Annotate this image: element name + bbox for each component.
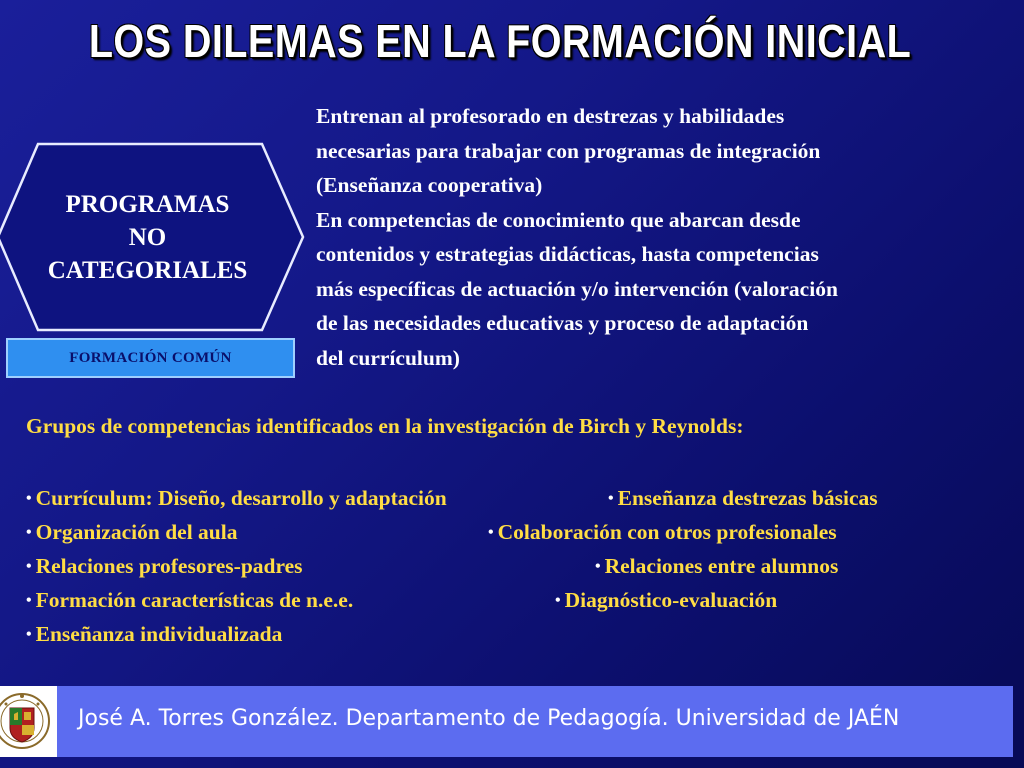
bullet-icon: •	[595, 558, 601, 575]
list-item	[555, 588, 777, 613]
description-line: contenidos y estrategias didácticas, hasta competencias	[316, 242, 819, 266]
bullet-icon: •	[26, 592, 32, 609]
list-item-label: Enseñanza destrezas básicas	[617, 486, 878, 510]
university-seal-icon	[0, 686, 57, 757]
description-line: de las necesidades educativas y proceso de adaptación	[316, 311, 809, 335]
list-item	[26, 588, 353, 613]
competencies-list	[0, 480, 1024, 655]
list-item	[26, 622, 282, 647]
list-item	[608, 486, 878, 511]
list-item-label: Colaboración con otros profesionales	[497, 520, 837, 544]
bullet-icon: •	[26, 558, 32, 575]
description-block	[316, 99, 1016, 375]
bullet-icon: •	[555, 592, 561, 609]
description-line: del currículum)	[316, 345, 460, 370]
bullet-icon: •	[608, 490, 614, 507]
bullet-icon: •	[26, 626, 32, 643]
description-line: más específicas de actuación y/o intervención (valoración	[316, 276, 838, 301]
list-item-label: Relaciones entre alumnos	[604, 554, 839, 578]
programas-hexagon	[0, 142, 305, 332]
footer-bar	[0, 686, 1013, 757]
seal-graphic	[0, 686, 57, 757]
description-line: Entrenan al profesorado en destrezas y habilidades	[316, 104, 785, 128]
footer-credit: José A. Torres González. Departamento de Pedagogía. Universidad de JAÉN	[78, 706, 900, 731]
hexagon-line-2: NO	[128, 223, 167, 251]
list-item-label: Relaciones profesores-padres	[35, 554, 303, 578]
list-item	[26, 554, 303, 579]
bullet-icon: •	[488, 524, 494, 541]
description-line: En competencias de conocimiento que abarcan desde	[316, 207, 801, 232]
bullet-icon: •	[26, 524, 32, 541]
list-item	[595, 554, 838, 579]
slide-title: LOS DILEMAS EN LA FORMACIÓN INICIAL	[88, 15, 912, 67]
list-item-label: Currículum: Diseño, desarrollo y adaptación	[35, 486, 447, 510]
bullet-icon: •	[26, 490, 32, 507]
list-item-label: Organización del aula	[35, 520, 238, 544]
hexagon-line-3: CATEGORIALES	[47, 256, 248, 284]
list-item	[488, 520, 837, 545]
list-item-label: Diagnóstico-evaluación	[564, 588, 778, 612]
list-item-label: Enseñanza individualizada	[35, 622, 283, 646]
list-item	[26, 486, 447, 511]
description-line: necesarias para trabajar con programas de integración	[316, 138, 821, 163]
groups-title: Grupos de competencias identificados en la investigación de Birch y Reynolds:	[26, 414, 744, 438]
hexagon-line-1: PROGRAMAS	[65, 190, 230, 218]
formacion-comun-box: FORMACIÓN COMÚN	[6, 338, 295, 378]
description-line: (Enseñanza cooperativa)	[316, 173, 543, 197]
list-item-label: Formación características de n.e.e.	[35, 588, 354, 612]
list-item	[26, 520, 237, 545]
